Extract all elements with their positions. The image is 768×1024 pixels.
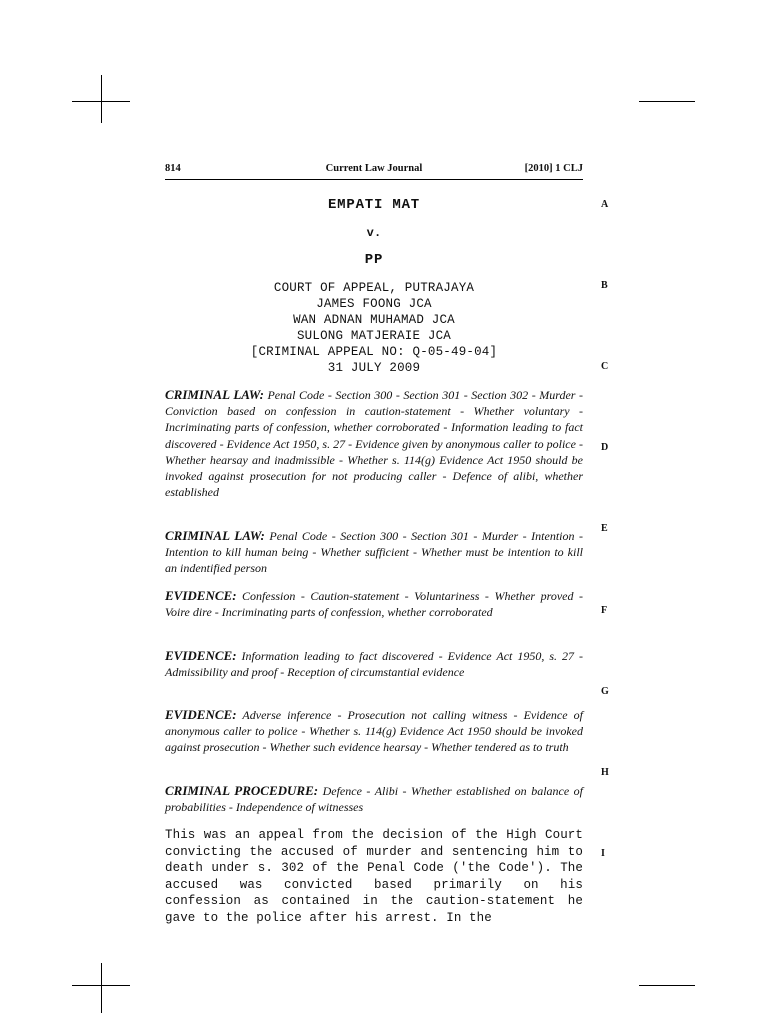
catchword-text: Adverse inference - Prosecution not calling witness - Evidence of anonymous caller to police - Whether s. 114(g) Evidence Act 1950 should be invoked against prosecution - Whether such evidence hearsay - Whether tendered as to truth <box>165 708 583 755</box>
respondent-name: PP <box>364 252 384 268</box>
catchword-paragraph <box>165 528 583 577</box>
court-line: COURT OF APPEAL, PUTRAJAYA <box>273 281 475 295</box>
running-header <box>165 163 583 179</box>
crop-mark-top-left-vertical <box>101 75 102 123</box>
margin-letter-g: G <box>601 686 609 697</box>
catchword-heading: EVIDENCE: <box>165 648 237 663</box>
catchword-paragraph <box>165 783 583 815</box>
catchword-text: Information leading to fact discovered - Evidence Act 1950, s. 27 - Admissibility and proof - Reception of circumstantial evidence <box>165 649 584 680</box>
appeal-number: [CRIMINAL APPEAL NO: Q-05-49-04] <box>250 345 498 359</box>
crop-mark-top-right-horizontal <box>639 101 695 102</box>
citation: [2010] 1 CLJ <box>524 163 583 174</box>
crop-mark-bottom-left-vertical <box>101 963 102 1013</box>
catchword-heading: CRIMINAL PROCEDURE: <box>165 783 319 798</box>
crop-mark-bottom-left-horizontal <box>72 985 130 986</box>
margin-letter-h: H <box>601 767 609 778</box>
margin-letter-d: D <box>601 442 609 453</box>
versus: v. <box>366 226 382 240</box>
catchword-text: Penal Code - Section 300 - Section 301 - Section 302 - Murder - Conviction based on confession in caution-statement - Whether voluntary - Incriminating parts of confession, whether corroborated - Information leading to fact discovered - Evidence Act 1950, s. 27 - Evidence given by anonymous caller to police - Whether hearsay and inadmissible - Whether s. 114(g) Evidence Act 1950 should be invoked against prosecution for not producing caller - Defence of alibi, whether established <box>165 388 583 500</box>
judge-line: WAN ADNAN MUHAMAD JCA <box>293 313 455 327</box>
page-number: 814 <box>165 163 181 174</box>
catchword-paragraph <box>165 707 583 756</box>
catchword-text: Penal Code - Section 300 - Section 301 - Murder - Intention - Intention to kill human being - Whether sufficient - Whether must be intention to kill an indentified person <box>165 529 583 576</box>
appellant-name: EMPATI MAT <box>327 197 420 213</box>
catchword-paragraph <box>165 588 583 620</box>
margin-letter-c: C <box>601 361 609 372</box>
crop-mark-bottom-right-horizontal <box>639 985 695 986</box>
catchword-paragraph <box>165 387 583 500</box>
catchword-text: Confession - Caution-statement - Voluntariness - Whether proved - Voire dire - Incriminating parts of confession, whether corroborated <box>165 589 583 620</box>
crop-mark-top-left-horizontal <box>72 101 130 102</box>
catchword-heading: EVIDENCE: <box>165 707 237 722</box>
judgment-body-paragraph: This was an appeal from the decision of the High Court convicting the accused of murder and sentencing him to death under s. 302 of the Penal Code ('the Code'). The accused was convicted based primarily on his confession as contained in the caution-statement he gave to the police after his arrest. In the <box>165 828 583 925</box>
margin-letter-a: A <box>601 199 609 210</box>
judgment-date: 31 JULY 2009 <box>327 361 421 375</box>
header-rule <box>165 179 583 180</box>
catchword-text: Defence - Alibi - Whether established on balance of probabilities - Independence of witnesses <box>165 784 584 815</box>
catchword-heading: CRIMINAL LAW: <box>165 528 265 543</box>
margin-letter-b: B <box>601 280 608 291</box>
margin-letter-f: F <box>601 605 608 616</box>
journal-name: Current Law Journal <box>325 163 423 174</box>
judge-line: JAMES FOONG JCA <box>316 297 432 311</box>
margin-letter-e: E <box>601 523 608 534</box>
margin-letter-i: I <box>601 848 605 859</box>
catchword-heading: CRIMINAL LAW: <box>165 387 264 402</box>
judge-line: SULONG MATJERAIE JCA <box>296 329 452 343</box>
catchword-paragraph <box>165 648 583 680</box>
catchword-heading: EVIDENCE: <box>165 588 237 603</box>
